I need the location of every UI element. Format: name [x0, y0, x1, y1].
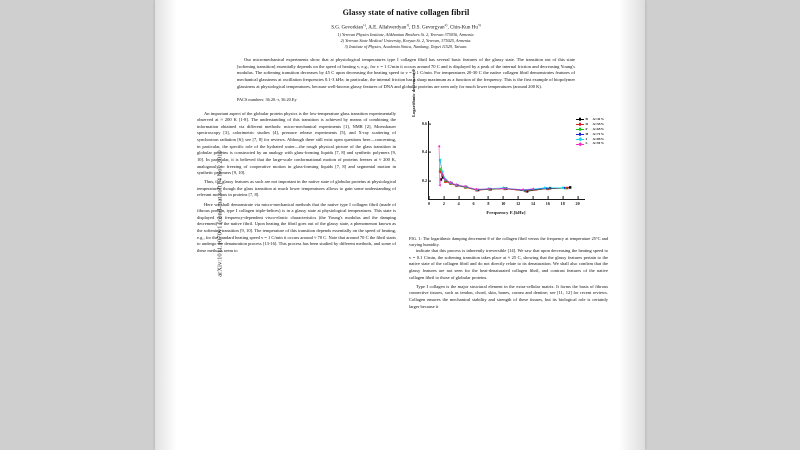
x-tick-label: 20 — [575, 201, 580, 207]
x-tick-label: 0 — [427, 201, 431, 207]
x-tick-mark — [458, 196, 459, 198]
x-tick-mark — [429, 196, 430, 198]
arxiv-stamp: arXiv:1011.1070v1 [cond-mat.soft] 4 Nov 2010 — [216, 150, 224, 277]
paper-sheet — [155, 0, 645, 310]
plot-area — [409, 68, 608, 233]
x-tick-mark — [547, 196, 548, 198]
page-title: Glassy state of native collagen fibril — [342, 8, 470, 17]
affiliation-2: 2) Yerevan State Medical University, Koryun St. 2, Yerevan, 375025, Armenia. — [340, 38, 472, 44]
y-tick-mark — [429, 152, 431, 153]
x-tick-mark — [518, 196, 519, 198]
x-tick-label: 18 — [560, 201, 565, 207]
paper-page — [155, 0, 645, 450]
y-tick-label: 0.2 — [421, 178, 427, 184]
y-axis-label: Logarithmic decrement θ — [411, 68, 416, 117]
chart-legend — [576, 117, 604, 147]
left-paragraph-2: Thus, the glassy features as such are not important in the native state of globular proteins at physiological temperatures, though the glass transition at much lower temperatures allows to gain some understanding of relevant motions in proteins [7, 8]. — [197, 179, 396, 198]
x-tick-mark — [488, 196, 489, 198]
data-point — [569, 186, 572, 189]
chart-series — [439, 159, 566, 191]
x-tick-label: 16 — [545, 201, 550, 207]
data-point — [561, 186, 564, 189]
x-tick-mark — [503, 196, 504, 198]
x-tick-mark — [533, 196, 534, 198]
x-axis-label: Frequency F.[kHz] — [486, 209, 526, 215]
legend-swatch — [576, 129, 584, 130]
legend-series-name: L — [585, 141, 588, 146]
right-paragraph-1: indicate that this process is inherently irreversible [14]. We saw that upon decreasing the heating speed to v = 0.1 C/min, the softening transition takes place at ≈ 25 C, showing that the glassy features pertain to the native state of the collagen fibril and do not directly relate to its denaturation. We shall also confirm that the glassy features are not seen for the heat-denaturated collagen fibril, and contrast features of the native collagen fibril to those of globular proteins. — [409, 248, 608, 280]
affil-ref-2: 2) — [444, 23, 448, 27]
author-list: S.G. Gevorkian$^{1)}$, A.E. Allahverdyan$^{1)}$, D.S. Gevorgyan$^{2)}$, Chin-Kun Hu$^{3)}$ — [331, 23, 481, 31]
x-tick-label: 6 — [472, 201, 475, 207]
abstract-text: Our micromechanical experiments show that at physiological temperatures type I collagen fibril has several basic features of the glassy state. The transition out of this state [softening transition] essentially depends on the speed of heating v, e.g., for v = 1 C/min it occurs around 70 C and is displayed by a peak of the internal friction and decreasing Young's modulus. The softening transition decreases by 45 C upon decreasing the heating speed to v = 0.1 C/min. For temperatures 20-30 C the native collagen fibril demonstrates features of mechanical glassiness at oscillation frequencies 0.1-3 kHz; in particular, the internal friction has a sharp maximum as a function of the frequency. This is the first example of biopolymer glassiness at physiological temperatures, because well-known glassy features of DNA and globular proteins are seen only for much lower temperatures (around 200 K). — [237, 57, 575, 89]
legend-series-label: A=41% — [592, 116, 604, 121]
figure-1 — [409, 68, 608, 249]
legend-series-label: A=71% — [592, 131, 604, 136]
x-tick-label: 10 — [501, 201, 506, 207]
x-tick-label: 14 — [530, 201, 536, 207]
y-tick-label: 0.4 — [421, 149, 427, 155]
x-tick-label: 12 — [516, 201, 521, 207]
x-tick-label: 4 — [457, 201, 460, 207]
legend-series-label: A=55% — [592, 121, 604, 126]
x-tick-mark — [473, 196, 474, 198]
legend-marker — [579, 133, 582, 136]
legend-series-label: A=91% — [592, 141, 604, 146]
x-tick-label: 8 — [487, 201, 490, 207]
x-tick-mark — [562, 196, 563, 198]
left-paragraph-3: Here we shall demonstrate via micro-mechanical methods that the native type I collagen fibril (made of fibrous protein, type I collagen triple-helices) is in a glassy state at physiological temperatures. This state is displayed via frequency-dependent visco-elastic characteristics (the Young's modulus and the damping decrement) of the native fibril. Upon heating the fibril goes out of the glassy state, a phenomenon known as the softening transition [9, 10]. The temperature of this transition depends essentially on the speed of heating, e.g., for the standard heating speed v = 1 C/min it occurs around ≈ 70 C. Note that around 70 C the fibril starts to undergo the denaturation process [13-16]. This process has been studied by different methods, and some of these methods seem to — [197, 201, 396, 253]
legend-marker — [579, 123, 582, 126]
legend-swatch — [576, 144, 584, 145]
left-paragraph-1: An important aspect of the globular protein physics is the low-temperature glass transition experimentally observed at ≈ 200 K [1-8]. The understanding of this transition is achieved by means of combining the information obtained via different methods: micro-mechanical experiments [1], NMR [2], Moessbauer spectroscopy [3], calorimetric studies [4], pressure release experiments [5], and X-ray scattering of synchrotron radiation [6]; see [7, 8] for reviews. Although there still exist open questions here—concerning, in particular, the specific role of the hydrated water—the rough physical picture of the glass transition in globular proteins is constructed by an analogy with glass-forming liquids [7, 8] and synthetic polymers [9, 10]. In particular, it is believed that the large-scale conformational motion of proteins freezes at ≈ 200 K, analogously to freezing of cooperative motion in glass-forming liquids [7, 8] and segmental motion in synthetic polymers [9, 10]. — [197, 110, 396, 176]
x-tick-mark — [577, 196, 578, 198]
legend-series-label: A=85% — [592, 136, 604, 141]
legend-series-name: F — [585, 126, 588, 131]
figure-caption: FIG. 1: The logarithmic damping decrement θ of the collagen fibril versus the frequency at temperature 25°C and varying humidity. — [409, 235, 608, 247]
legend-swatch — [576, 124, 584, 125]
right-paragraph-2: Type I collagen is the major structural element in the extra-cellular matrix. It forms the basis of fibrous connective tissues, such as tendon, chord, skin, bones, cornea and dentine; see [11, 12] for recent reviews. Collagen ensures the mechanical stability and strength of these tissues, but its biological role is certainly larger because it — [409, 283, 608, 309]
legend-swatch — [576, 134, 584, 135]
legend-series-name: H — [585, 131, 589, 136]
right-column — [409, 68, 608, 311]
affil-ref-1b: 1) — [406, 23, 410, 27]
left-column — [197, 111, 396, 311]
legend-series-label: A=65% — [592, 126, 604, 131]
x-tick-label: 2 — [442, 201, 445, 207]
legend-marker — [579, 128, 582, 131]
legend-series-name: J — [585, 136, 588, 141]
legend-swatch — [576, 119, 584, 120]
legend-series-name: B — [585, 116, 588, 121]
y-tick-mark — [429, 123, 431, 124]
legend-marker — [578, 137, 582, 141]
y-tick-mark — [429, 181, 431, 182]
pacs-numbers: PACS numbers: 36.20.-r, 36.20.Ey — [237, 96, 297, 102]
chart-canvas — [429, 121, 585, 199]
legend-item — [576, 141, 604, 146]
series-line — [440, 160, 563, 190]
legend-marker — [578, 142, 582, 146]
legend-marker — [579, 118, 582, 121]
y-tick-label: 0.6 — [421, 120, 427, 126]
affiliation-3: 3) Institute of Physics, Academia Sinica, Nankang, Taipei 11529, Taiwan. — [344, 44, 468, 50]
abstract — [237, 57, 575, 91]
legend-swatch — [576, 139, 584, 140]
series-line — [439, 146, 533, 189]
affiliation-1: 1) Yerevan Physics Institute, Alikhanian Brothers St. 2, Yerevan 375036, Armenia. — [337, 32, 475, 38]
chart-axes — [421, 120, 585, 207]
x-tick-mark — [443, 196, 444, 198]
legend-series-name: D — [585, 121, 588, 126]
affil-ref-3: 3) — [477, 23, 481, 27]
affil-ref-1: 1) — [363, 23, 366, 27]
